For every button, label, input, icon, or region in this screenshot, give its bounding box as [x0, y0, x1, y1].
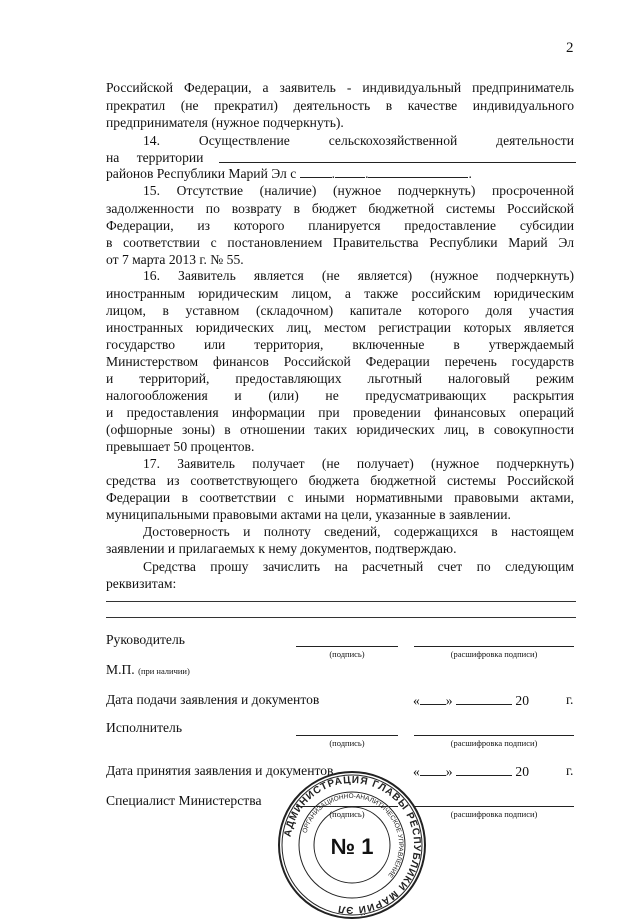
signature-caption: (подпись) [329, 649, 365, 659]
quote-open: « [413, 693, 420, 708]
intro-line: прекратил (не прекратил) деятельность в качестве индивидуального [106, 98, 574, 113]
year-prefix: 20 [515, 693, 529, 708]
intro-line: предпринимателя (нужное подчеркнуть). [106, 115, 344, 130]
item15-line: задолженности по возврату в бюджет бюджетной системы Российской [106, 201, 574, 216]
executor-label: Исполнитель [106, 720, 183, 735]
stamp-inner-text: ОРГАНИЗАЦИОННО-АНАЛИТИЧЕСКОЕ УПРАВЛЕНИЕ [301, 792, 405, 879]
decode-caption: (расшифровка подписи) [450, 738, 538, 748]
item14-districts-label: районов Республики Марий Эл с [106, 166, 297, 181]
date-day-fill [300, 165, 332, 178]
date-dot: . [365, 166, 369, 181]
decode-caption: (расшифровка подписи) [450, 809, 538, 819]
accept-date-label: Дата принятия заявления и документов [106, 763, 334, 778]
specialist-decode-line [414, 806, 574, 807]
item16-line: превышает 50 процентов. [106, 439, 255, 454]
date-month-fill [335, 165, 365, 178]
item16-line: 16. Заявитель является (не является) (нужное подчеркнуть) [143, 268, 574, 283]
accept-date-field [413, 763, 529, 780]
quote-close: » [445, 693, 453, 708]
item15-line: от 7 марта 2013 г. № 55. [106, 252, 244, 267]
executor-decode-line [414, 735, 574, 736]
head-decode-line [414, 646, 574, 647]
submit-date-label: Дата подачи заявления и документов [106, 692, 320, 707]
item14-territory-label: на территории [106, 150, 204, 165]
bank-details-line [106, 601, 576, 602]
submit-day-fill [420, 692, 446, 705]
date-dot: . [331, 166, 336, 181]
head-label: Руководитель [106, 632, 185, 647]
item15-line: 15. Отсутствие (наличие) (нужное подчеркнуть) просроченной [143, 183, 574, 198]
item16-line: налогообложения и (или) не предусматривающих раскрытия [106, 388, 574, 403]
year-prefix: 20 [515, 764, 529, 779]
item16-line: Министерством финансов Российской Федерации перечень государств [106, 354, 574, 369]
item16-line: государство или территория, включенные в утверждаемый [106, 337, 574, 352]
year-suffix: г. [566, 692, 574, 707]
mp-label [106, 662, 190, 678]
official-round-stamp [277, 770, 427, 920]
executor-signature-line [296, 735, 398, 736]
specialist-label: Специалист Министерства [106, 793, 262, 808]
territory-fill-line [219, 150, 576, 163]
date-year-fill [368, 165, 468, 178]
mp-text: М.П. [106, 662, 135, 677]
quote-close: » [445, 764, 453, 779]
item16-line: и территорий, предоставляющих льготный налоговый режим [106, 371, 574, 386]
submit-month-fill [456, 692, 512, 705]
item14-line: районов Республики Марий Эл с . . . [106, 166, 472, 181]
item17-line: муниципальными правовыми актами на цели, указанные в заявлении. [106, 507, 511, 522]
item15-line: Федерации, из которого планируется предоставление субсидии [106, 218, 574, 233]
item17-line: Федерации в соответствии с иными нормативными правовыми актами, [106, 490, 574, 505]
item16-line: иностранным юридическим лицом, а также российским юридическим [106, 286, 574, 301]
stamp-center-number: № 1 [330, 834, 374, 859]
year-suffix: г. [566, 763, 574, 778]
item14-line [106, 149, 574, 166]
confirm-line: заявлении и прилагаемых к нему документов, подтверждаю. [106, 541, 457, 556]
intro-line: Российской Федерации, а заявитель - индивидуальный предприниматель [106, 80, 574, 95]
item16-line: иностранных юридических лиц, местом регистрации которых является [106, 320, 574, 335]
bank-details-line [106, 617, 576, 618]
quote-open: « [413, 764, 420, 779]
head-signature-line [296, 646, 398, 647]
item17-line: средства из соответствующего бюджета бюджетной системы Российской [106, 473, 574, 488]
item16-line: лицом, в уставном (складочном) капитале которого доля участия [106, 303, 574, 318]
stamp-outer-text: АДМИНИСТРАЦИЯ ГЛАВЫ РЕСПУБЛИКИ МАРИЙ ЭЛ [282, 774, 423, 916]
mp-note: (при наличии) [138, 666, 190, 676]
accept-month-fill [456, 763, 512, 776]
signature-caption: (подпись) [329, 738, 365, 748]
bank-line: реквизитам: [106, 576, 177, 591]
page-number: 2 [566, 40, 574, 56]
bank-line: Средства прошу зачислить на расчетный счет по следующим [143, 559, 574, 574]
item17-line: 17. Заявитель получает (не получает) (нужное подчеркнуть) [143, 456, 574, 471]
confirm-line: Достоверность и полноту сведений, содержащихся в настоящем [143, 524, 574, 539]
item14-line: 14. Осуществление сельскохозяйственной деятельности [143, 133, 574, 148]
submit-date-field [413, 692, 529, 709]
item16-line: и предоставления информации при проведении финансовых операций [106, 405, 574, 420]
decode-caption: (расшифровка подписи) [450, 649, 538, 659]
item15-line: в соответствии с постановлением Правительства Республики Марий Эл [106, 235, 574, 250]
signature-caption: (подпись) [329, 809, 365, 819]
item16-line: (офшорные зоны) в отношении таких юридических лиц, в совокупности [106, 422, 574, 437]
